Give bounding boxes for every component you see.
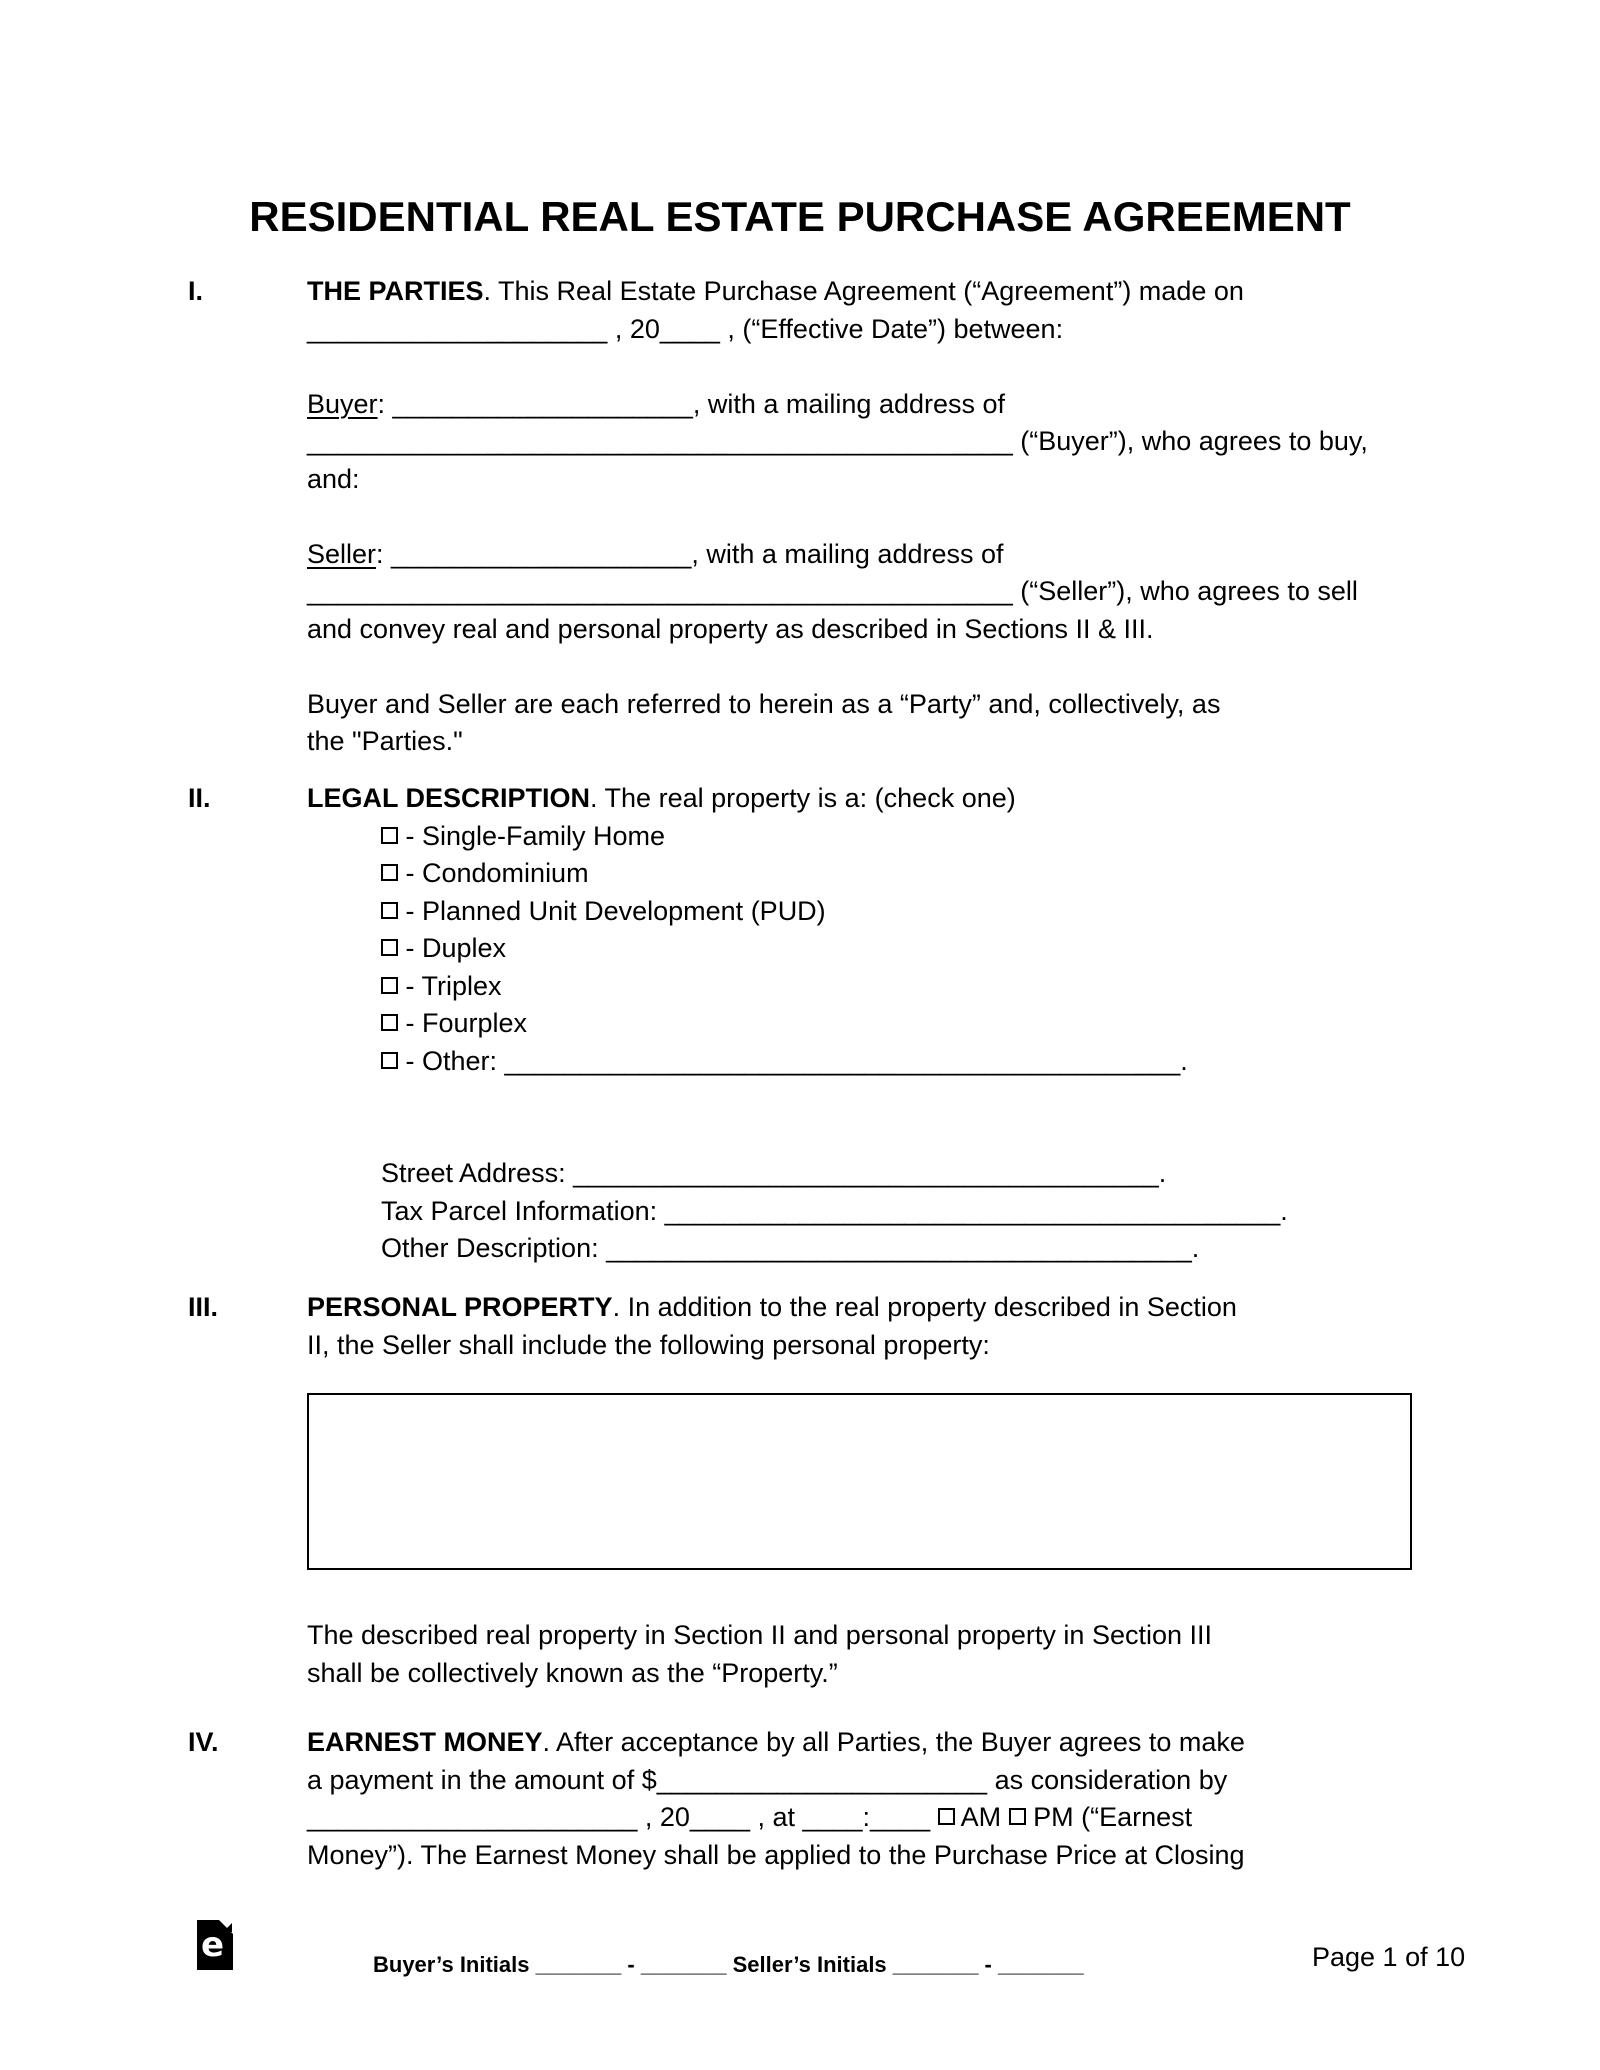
checkbox-icon[interactable]	[381, 977, 398, 994]
text-segment: - Planned Unit Development (PUD)	[398, 895, 826, 926]
text-line	[0, 1327, 1600, 1365]
page-title: RESIDENTIAL REAL ESTATE PURCHASE AGREEMENT	[249, 193, 1351, 240]
text-segment: II, the Seller shall include the following personal property:	[307, 1329, 990, 1360]
text-segment: _______ - _______	[886, 1952, 1084, 1977]
text-segment: - Single-Family Home	[398, 820, 666, 851]
text-segment: ____________________ , 20____ , (“Effective Date”) between:	[307, 313, 1064, 344]
text-line	[0, 386, 1600, 424]
text-line	[0, 686, 1600, 724]
text-segment: - Triplex	[398, 970, 502, 1001]
checkbox-icon[interactable]	[381, 1052, 398, 1069]
text-line	[0, 648, 1600, 686]
text-line	[0, 1118, 1600, 1156]
checkbox-icon[interactable]	[381, 939, 398, 956]
text-segment: Buyer and Seller are each referred to herein as a “Party” and, collectively, as	[307, 688, 1221, 719]
text-line	[0, 423, 1600, 461]
text-segment: Buyer	[307, 388, 378, 419]
section-number: IV.	[188, 1727, 219, 1757]
property-note	[0, 1617, 1600, 1692]
text-line	[0, 855, 1600, 893]
text-segment: - Other: _____________________________________________.	[398, 1045, 1188, 1076]
text-segment: Seller	[307, 538, 377, 569]
footer-initials	[373, 1951, 1084, 1979]
text-segment: a payment in the amount of $______________________ as consideration by	[307, 1764, 1228, 1795]
section-iii	[0, 1289, 1600, 1364]
text-segment: Buyer’s Initials	[373, 1952, 530, 1977]
text-segment: Tax Parcel Information: _________________________________________.	[381, 1195, 1288, 1226]
logo-fold-flap-icon	[223, 1923, 232, 1932]
checkbox-icon[interactable]	[381, 902, 398, 919]
text-segment: LEGAL DESCRIPTION	[307, 783, 591, 813]
text-segment: Street Address: _______________________________________.	[381, 1158, 1167, 1188]
text-line	[0, 1005, 1600, 1043]
text-line	[0, 930, 1600, 968]
text-segment: The described real property in Section II and personal property in Section III	[307, 1620, 1213, 1650]
text-segment: PERSONAL PROPERTY	[307, 1292, 613, 1322]
checkbox-icon[interactable]	[1009, 1808, 1026, 1825]
eforms-logo	[197, 1920, 233, 1970]
text-segment: . This Real Estate Purchase Agreement (“Agreement”) made on	[483, 276, 1244, 306]
text-line	[0, 723, 1600, 761]
text-segment: PM (“Earnest	[1025, 1802, 1193, 1832]
section-iv	[0, 1724, 1600, 1874]
checkbox-icon[interactable]	[381, 827, 398, 844]
text-segment: THE PARTIES	[307, 276, 484, 306]
text-segment: : ____________________, with a mailing address of	[377, 388, 1006, 419]
text-line	[0, 968, 1600, 1006]
text-line	[0, 498, 1600, 536]
text-segment: - Condominium	[398, 858, 589, 888]
text-line	[0, 780, 1600, 818]
text-segment: EARNEST MONEY	[307, 1727, 543, 1757]
text-line	[0, 311, 1600, 349]
section-number: I.	[188, 276, 204, 306]
checkbox-icon[interactable]	[381, 1014, 398, 1031]
text-line	[0, 1230, 1600, 1268]
text-segment: Other Description: _______________________________________.	[381, 1233, 1200, 1263]
text-segment: . In addition to the real property described in Section	[612, 1292, 1237, 1322]
page-number: Page 1 of 10	[1312, 1942, 1466, 1972]
section-i	[0, 273, 1600, 761]
personal-property-box[interactable]	[307, 1393, 1412, 1570]
text-segment: _______________________________________________ (“Buyer”), who agrees to buy,	[307, 426, 1368, 456]
text-line	[0, 1193, 1600, 1231]
text-segment: _______ - _______	[529, 1952, 733, 1977]
text-line	[0, 1617, 1600, 1655]
text-segment: and convey real and personal property as described in Sections II & III.	[307, 613, 1154, 644]
text-segment: : ____________________, with a mailing address of	[376, 538, 1004, 569]
text-segment: . After acceptance by all Parties, the Buyer agrees to make	[542, 1727, 1245, 1757]
text-line	[0, 611, 1600, 649]
text-segment: - Duplex	[398, 933, 507, 963]
section-ii	[0, 780, 1600, 1268]
text-segment: . The real property is a: (check one)	[590, 783, 1016, 813]
text-line	[0, 461, 1600, 499]
text-line	[0, 573, 1600, 611]
checkbox-icon[interactable]	[381, 864, 398, 881]
text-segment: Seller’s Initials	[732, 1952, 887, 1977]
logo-letter: e	[201, 1925, 225, 1965]
text-line	[0, 348, 1600, 386]
text-segment: shall be collectively known as the “Property.”	[307, 1657, 838, 1688]
text-line	[0, 536, 1600, 574]
section-number: III.	[188, 1292, 219, 1322]
text-segment: ______________________ , 20____ , at ____:____	[307, 1802, 938, 1832]
text-line	[0, 1762, 1600, 1800]
text-segment: _______________________________________________ (“Seller”), who agrees to sell	[307, 576, 1358, 606]
text-line	[0, 273, 1600, 311]
text-line	[0, 893, 1600, 931]
text-segment: AM	[954, 1802, 1009, 1832]
text-line	[0, 1289, 1600, 1327]
text-line	[0, 1837, 1600, 1875]
text-line	[0, 1080, 1600, 1118]
text-line	[0, 1155, 1600, 1193]
checkbox-icon[interactable]	[938, 1808, 955, 1825]
text-line	[0, 1655, 1600, 1693]
text-line	[0, 1799, 1600, 1837]
text-line	[0, 1724, 1600, 1762]
text-segment: Money”). The Earnest Money shall be applied to the Purchase Price at Closing	[307, 1839, 1245, 1870]
text-line	[0, 818, 1600, 856]
text-segment: - Fourplex	[398, 1008, 528, 1038]
section-number: II.	[188, 783, 211, 813]
text-line	[0, 1043, 1600, 1081]
text-segment: the "Parties."	[307, 726, 463, 756]
text-segment: and:	[307, 463, 360, 494]
